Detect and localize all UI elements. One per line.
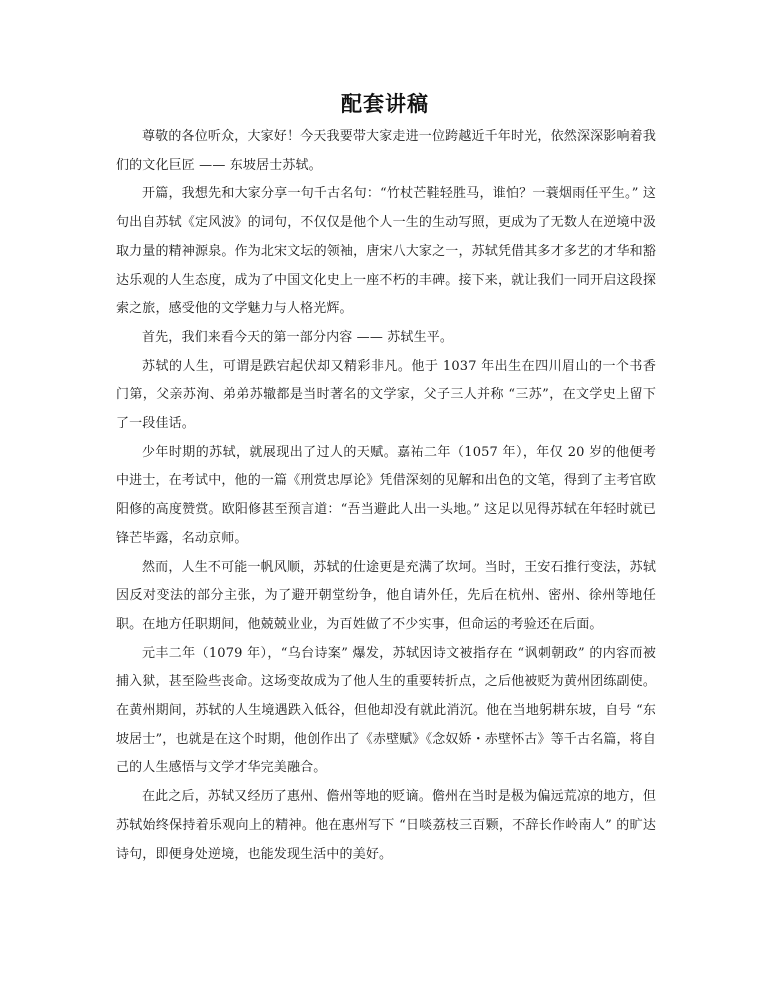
page-title: 配套讲稿 [341, 91, 429, 116]
paragraph-exile: 在此之后，苏轼又经历了惠州、儋州等地的贬谪。儋州在当时是极为偏远荒凉的地方，但苏轼始终保持着乐观向上的精神。他在惠州写下 “日啖荔枝三百颗，不辞长作岭南人” 的旷达诗句，即便身处逆境，也能发现生活中的美好。 [116, 789, 656, 862]
paragraph-section-intro: 首先，我们来看今天的第一部分内容 —— 苏轼生平。 [142, 329, 454, 345]
paragraph-opening: 开篇，我想先和大家分享一句千古名句：“竹杖芒鞋轻胜马，谁怕？一蓑烟雨任平生。” 这句出自苏轼《定风波》的词句，不仅仅是他个人一生的生动写照，更成为了无数人在逆境中汲取力量的精神源泉。作为北宋文坛的领袖，唐宋八大家之一，苏轼凭借其多才多艺的才华和豁达乐观的人生态度，成为了中国文化史上一座不朽的丰碑。接下来，就让我们一同开启这段探索之旅，感受他的文学魅力与人格光辉。 [116, 186, 656, 317]
document-body [116, 123, 656, 869]
paragraph-wutai-case: 元丰二年（1079 年），“乌台诗案” 爆发，苏轼因诗文被指存在 “讽刺朝政” 的内容而被捕入狱，甚至险些丧命。这场变故成为了他人生的重要转折点，之后他被贬为黄州团练副使。在黄州期间，苏轼的人生境遇跌入低谷，但他却没有就此消沉。他在当地躬耕东坡，自号 “东坡居士”，也就是在这个时期，他创作出了《赤壁赋》《念奴娇・赤壁怀古》等千古名篇，将自己的人生感悟与文学才华完美融合。 [116, 645, 656, 776]
paragraph-birth: 苏轼的人生，可谓是跌宕起伏却又精彩非凡。他于 1037 年出生在四川眉山的一个书香门第，父亲苏洵、弟弟苏辙都是当时著名的文学家，父子三人并称 “三苏”，在文学史上留下了一段佳话。 [116, 358, 656, 432]
paragraph-greeting: 尊敬的各位听众，大家好！今天我要带大家走进一位跨越近千年时光，依然深深影响着我们的文化巨匠 —— 东坡居士苏轼。 [116, 129, 656, 173]
paragraph-career: 然而，人生不可能一帆风顺，苏轼的仕途更是充满了坎坷。当时，王安石推行变法，苏轼因反对变法的部分主张，为了避开朝堂纷争，他自请外任，先后在杭州、密州、徐州等地任职。在地方任职期间，他兢兢业业，为百姓做了不少实事，但命运的考验还在后面。 [116, 559, 656, 632]
paragraph-youth: 少年时期的苏轼，就展现出了过人的天赋。嘉祐二年（1057 年），年仅 20 岁的他便考中进士，在考试中，他的一篇《刑赏忠厚论》凭借深刻的见解和出色的文笔，得到了主考官欧阳修的高度赞赏。欧阳修甚至预言道：“吾当避此人出一头地。” 这足以见得苏轼在年轻时就已锋芒毕露，名动京师。 [116, 444, 656, 546]
